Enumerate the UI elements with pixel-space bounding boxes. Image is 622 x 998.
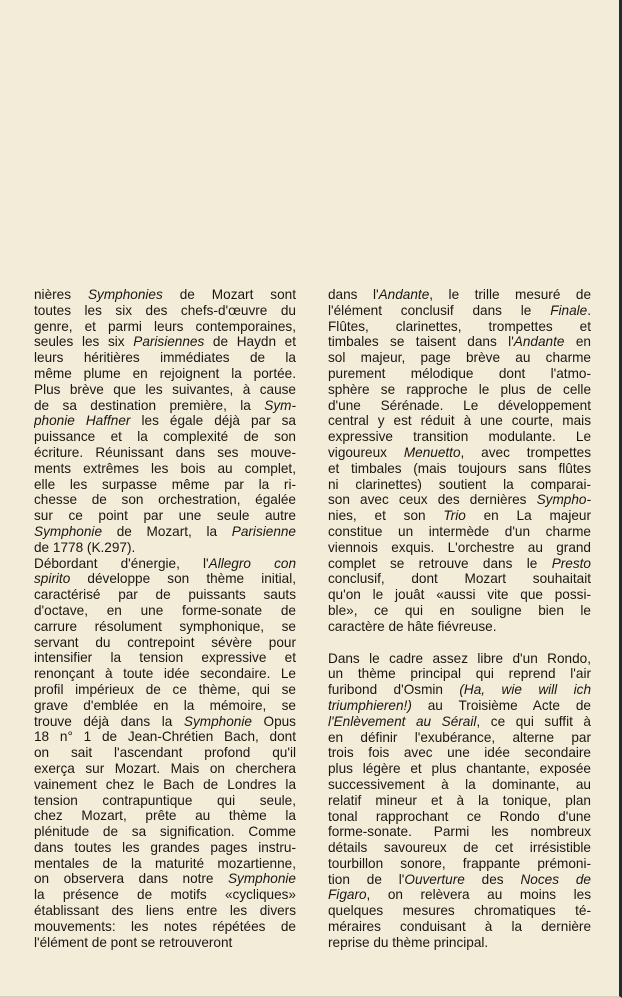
text-line: nières Symphonies de Mozart sont [34,287,296,302]
text-line: quelques mesures chromatiques té- [328,903,591,919]
text-line: spirito développe son thème initial, [34,571,296,587]
text-line: Figaro, on relèvera au moins les [328,887,591,903]
text-line: tion de l'Ouverture des Noces de [328,871,591,887]
text-line: mouvements: les notes répétées de [34,918,296,934]
text-line: servant du contrepoint sévère pour [34,634,296,650]
text-line: Dans le cadre assez libre d'un Rondo, [328,650,591,666]
text-line: son avec ceux des dernières Sympho- [328,492,591,508]
right-paragraph-1 [328,287,591,635]
text-line: l'Enlèvement au Sérail, ce qui suffit à [328,713,591,729]
text-line: grave d'emblée en la mémoire, se [34,697,296,713]
text-line: on sait l'ascendant profond qu'il [34,745,296,761]
right-column [328,287,591,951]
text-line: elle les surpasse même par la ri- [34,476,296,492]
text-line: tourbillon sonore, frappante prémoni- [328,855,591,871]
text-line: Débordant d'énergie, l'Allegro con [34,555,296,571]
text-line: puissance et la complexité de son [34,429,296,445]
text-line: sur ce point par une seule autre [34,508,296,524]
right-paragraph-2 [328,651,591,951]
text-line: forme-sonate. Parmi les nombreux [328,824,591,840]
text-line: on observera dans notre Symphonie [34,871,296,887]
text-line: tonal rapprochant ce Rondo d'une [328,808,591,824]
text-line: Plus brève que les suivantes, à cause [34,381,296,397]
text-line: nies, et son Trio en La majeur [328,508,591,524]
text-line: même plume en rejoignent la portée. [34,365,296,381]
text-line: établissant des liens entre les divers [34,903,296,919]
text-line: triumphieren!) au Troisième Acte de [328,697,591,713]
text-line: méraires conduisant à la dernière [328,919,591,935]
text-line: carrure résolument symphonique, se [34,618,296,634]
text-line: leurs héritières immédiates de la [34,350,296,366]
text-line: phonie Haffner les égale déjà par sa [34,413,296,429]
text-line: furibond d'Osmin (Ha, wie will ich [328,682,591,698]
text-line: ble», ce qui en souligne bien le [328,602,591,618]
text-line: la présence de motifs «cycliques» [34,887,296,903]
text-line: de 1778 (K.297). [34,539,136,555]
text-line: caractérisé par de puissants sauts [34,587,296,603]
text-line: d'octave, en une forme-sonate de [34,602,296,618]
text-line: plus légère et plus chantante, exposée [328,761,591,777]
text-line: dans l'Andante, le trille mesuré de [328,287,591,302]
text-line: toutes les six des chefs-d'œuvre du [34,302,296,318]
text-line: expressive transition modulante. Le [328,429,591,445]
text-line: sphère se rapproche le plus de celle [328,381,591,397]
left-paragraph-1 [34,287,296,556]
text-line: tension contrapuntique qui seule, [34,792,296,808]
text-line: l'élément de pont se retrouveront [34,934,233,950]
text-line: et timbales (mais toujours sans flûtes [328,460,591,476]
text-line: successivement à la dominante, au [328,776,591,792]
text-line: complet se retrouve dans le Presto [328,555,591,571]
text-line: central y est réduit à une courte, mais [328,413,591,429]
text-line: vainement chez le Bach de Londres la [34,776,296,792]
text-line: 18 n° 1 de Jean-Chrétien Bach, dont [34,729,296,745]
text-line: conclusif, dont Mozart souhaitait [328,571,591,587]
text-line: relatif mineur et à la tonique, plan [328,792,591,808]
text-line: qu'on le jouât «aussi vite que possi- [328,587,591,603]
text-line: d'une Sérénade. Le développement [328,397,591,413]
text-line: profil impérieux de ce thème, qui se [34,681,296,697]
text-line: intensifier la tension expressive et [34,650,296,666]
text-line: exerça sur Mozart. Mais on cherchera [34,760,296,776]
text-line: genre, et parmi leurs contemporaines, [34,318,296,334]
text-line: de sa destination première, la Sym- [34,397,296,413]
text-line: plénitude de sa signification. Comme [34,824,296,840]
text-line: chesse de son orchestration, égalée [34,492,296,508]
text-line: détails savoureux de cet irrésistible [328,840,591,856]
text-line: ni clarinettes) soutient la comparai- [328,476,591,492]
text-line: constitue un intermède d'un charme [328,523,591,539]
text-line: reprise du thème principal. [328,934,489,950]
text-line: purement mélodique dont l'atmo- [328,365,591,381]
left-paragraph-2 [34,556,296,951]
text-line: dans toutes les grandes pages instru- [34,839,296,855]
text-line: timbales se taisent dans l'Andante en [328,334,591,350]
text-line: vigoureux Menuetto, avec trompettes [328,444,591,460]
text-line: écriture. Réunissant dans ses mouve- [34,444,296,460]
text-line: ments extrêmes les bois au complet, [34,460,296,476]
text-line: un thème principal qui reprend l'air [328,666,591,682]
text-line: chez Mozart, prête au thème la [34,808,296,824]
text-line: seules les six Parisiennes de Haydn et [34,334,296,350]
text-line: l'élément conclusif dans le Finale. [328,302,591,318]
text-line: caractère de hâte fiévreuse. [328,618,497,634]
text-line: Flûtes, clarinettes, trompettes et [328,318,591,334]
text-line: renonçant à toute idée secondaire. Le [34,666,296,682]
text-line: trouve déjà dans la Symphonie Opus [34,713,296,729]
text-line: en définir l'exubérance, alterne par [328,729,591,745]
text-line: mentales de la maturité mozartienne, [34,855,296,871]
paragraph-gap [328,635,591,651]
text-line: Symphonie de Mozart, la Parisienne [34,523,296,539]
text-line: viennois exquis. L'orchestre au grand [328,539,591,555]
left-column [34,287,296,950]
text-line: sol majeur, page brève au charme [328,350,591,366]
text-line: trois fois avec une idée secondaire [328,745,591,761]
